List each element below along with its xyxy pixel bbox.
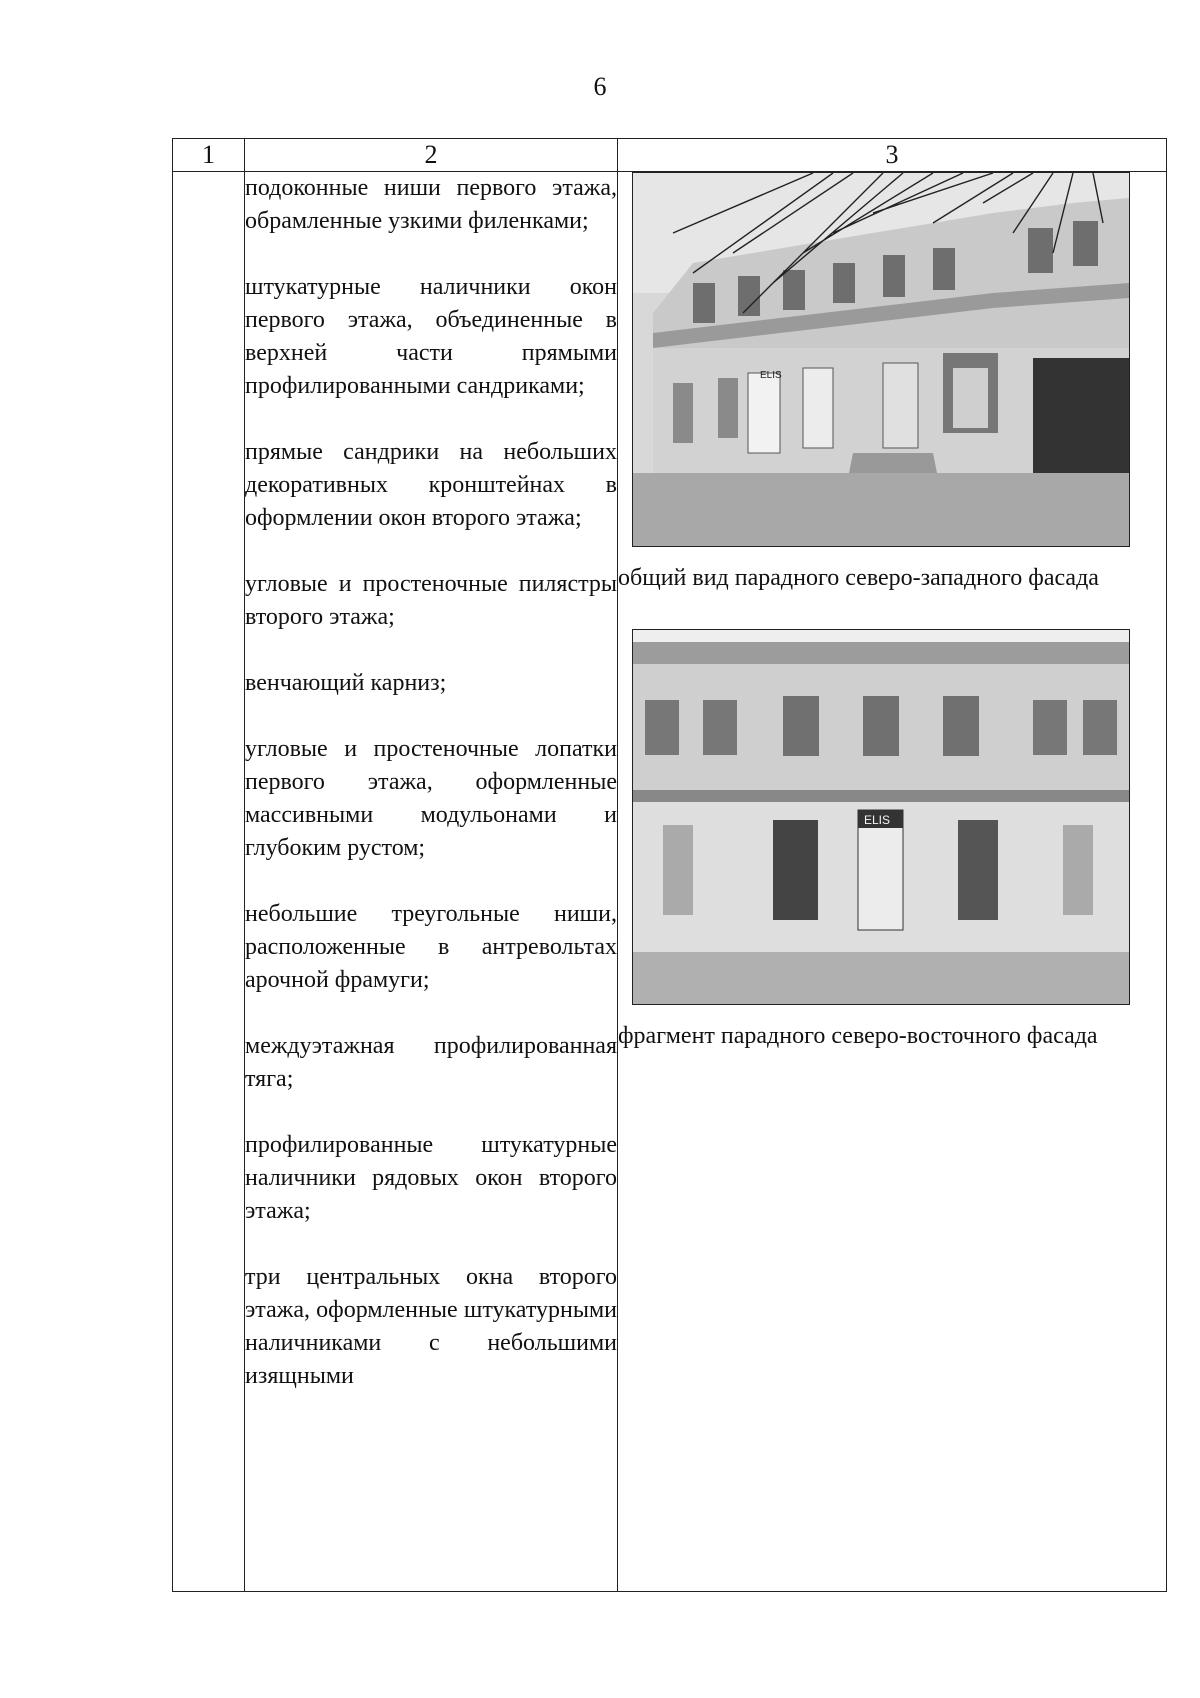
element-description: штукатурные наличники окон первого этажа, объединенные в верхней части прямыми профилированными сандриками; (245, 274, 617, 399)
header-col-2: 2 (245, 139, 618, 172)
cell-col-3 (618, 172, 1167, 1592)
element-description: венчающий карниз; (245, 670, 447, 696)
element-description: небольшие треугольные ниши, расположенные в антревольтах арочной фрамуги; (245, 901, 617, 993)
element-description: угловые и простеночные пилястры второго этажа; (245, 571, 617, 630)
element-description: три центральных окна второго этажа, оформленные штукатурными наличниками с небольшими изящными (245, 1264, 617, 1389)
header-col-3: 3 (618, 139, 1167, 172)
element-description: подоконные ниши первого этажа, обрамленные узкими филенками; (245, 175, 617, 234)
cell-col-1 (173, 172, 245, 1592)
element-description: профилированные штукатурные наличники рядовых окон второго этажа; (245, 1132, 617, 1224)
element-description: угловые и простеночные лопатки первого этажа, оформленные массивными модульонами и глубоким рустом; (245, 736, 617, 861)
photo-caption: фрагмент парадного северо-восточного фасада (618, 1023, 1098, 1049)
element-description: междуэтажная профилированная тяга; (245, 1033, 617, 1092)
page-number: 6 (593, 72, 607, 101)
document-table (172, 138, 1167, 1592)
facade-photo-northwest (632, 172, 1130, 547)
table-row (173, 172, 1167, 1592)
element-description: прямые сандрики на небольших декоративных кронштейнах в оформлении окон второго этажа; (245, 439, 617, 531)
shop-sign-text: ELIS (760, 370, 782, 381)
shop-sign-text: ELIS (864, 813, 891, 827)
photo-caption: общий вид парадного северо-западного фасада (618, 565, 1099, 591)
header-col-1: 1 (173, 139, 245, 172)
table-header-row (173, 139, 1167, 172)
cell-col-2 (245, 172, 618, 1592)
facade-photo-northeast (632, 629, 1130, 1005)
